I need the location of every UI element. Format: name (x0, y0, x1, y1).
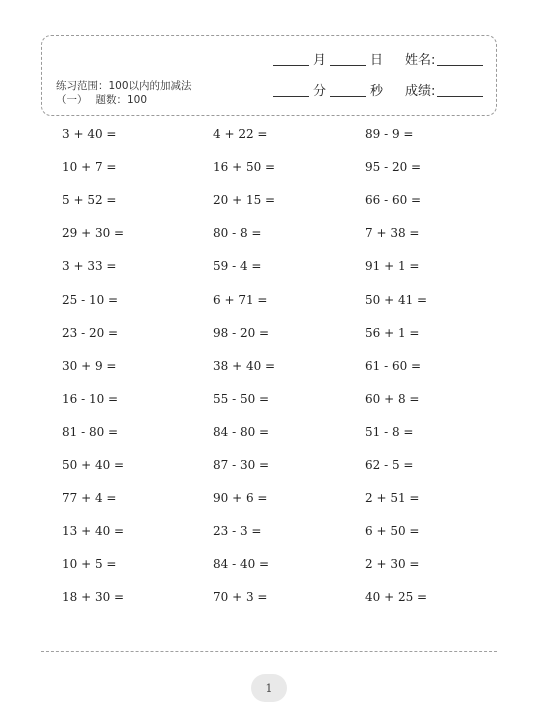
page-number: 1 (251, 674, 287, 702)
problem-item: 30 + 9 = (62, 358, 117, 373)
problem-item: 23 - 20 = (62, 325, 119, 340)
minute-label: 分 (313, 84, 327, 99)
problem-item: 7 + 38 = (365, 226, 420, 241)
problem-item: 59 - 4 = (213, 259, 262, 274)
problem-item: 84 - 40 = (213, 557, 270, 572)
problem-item: 98 - 20 = (213, 325, 270, 340)
page-divider (41, 651, 497, 652)
problem-item: 10 + 5 = (62, 557, 117, 572)
problem-item: 77 + 4 = (62, 491, 117, 506)
problem-item: 55 - 50 = (213, 391, 270, 406)
problem-item: 16 + 50 = (213, 160, 276, 175)
problem-item: 61 - 60 = (365, 358, 422, 373)
problem-item: 80 - 8 = (213, 226, 262, 241)
problem-item: 25 - 10 = (62, 292, 119, 307)
problem-item: 3 + 33 = (62, 259, 117, 274)
problem-item: 16 - 10 = (62, 391, 119, 406)
problem-item: 20 + 15 = (213, 193, 276, 208)
problem-item: 10 + 7 = (62, 160, 117, 175)
problem-item: 50 + 41 = (365, 292, 428, 307)
problem-item: 29 + 30 = (62, 226, 125, 241)
problem-item: 91 + 1 = (365, 259, 420, 274)
problem-item: 23 - 3 = (213, 524, 262, 539)
problem-item: 18 + 30 = (62, 590, 125, 605)
problem-item: 70 + 3 = (213, 590, 268, 605)
problem-item: 2 + 30 = (365, 557, 420, 572)
set-label: （一） (56, 94, 88, 106)
problem-item: 60 + 8 = (365, 391, 420, 406)
problem-item: 40 + 25 = (365, 590, 428, 605)
problem-item: 50 + 40 = (62, 458, 125, 472)
problem-item: 4 + 22 = (213, 127, 268, 141)
problem-item: 81 - 80 = (62, 424, 119, 439)
name-label: 姓名: (405, 53, 436, 68)
problem-item: 89 - 9 = (365, 127, 414, 141)
problem-item: 6 + 71 = (213, 292, 268, 307)
month-label: 月 (313, 53, 327, 68)
problem-item: 3 + 40 = (62, 127, 117, 141)
problem-item: 90 + 6 = (213, 491, 268, 506)
problem-item: 62 - 5 = (365, 458, 414, 472)
problem-item: 87 - 30 = (213, 458, 270, 472)
problem-item: 6 + 50 = (365, 524, 420, 539)
practice-range: 练习范围：100以内的加减法 (56, 80, 192, 92)
problem-item: 95 - 20 = (365, 160, 422, 175)
problem-item: 56 + 1 = (365, 325, 420, 340)
problem-item: 84 - 80 = (213, 424, 270, 439)
score-label: 成绩: (405, 84, 436, 99)
day-label: 日 (370, 53, 384, 68)
problem-item: 13 + 40 = (62, 524, 125, 539)
problem-item: 5 + 52 = (62, 193, 117, 208)
problem-item: 38 + 40 = (213, 358, 276, 373)
problem-count: 题数：100 (95, 94, 148, 106)
second-label: 秒 (370, 84, 384, 99)
problem-item: 2 + 51 = (365, 491, 420, 506)
problem-item: 51 - 8 = (365, 424, 414, 439)
problem-item: 66 - 60 = (365, 193, 422, 208)
